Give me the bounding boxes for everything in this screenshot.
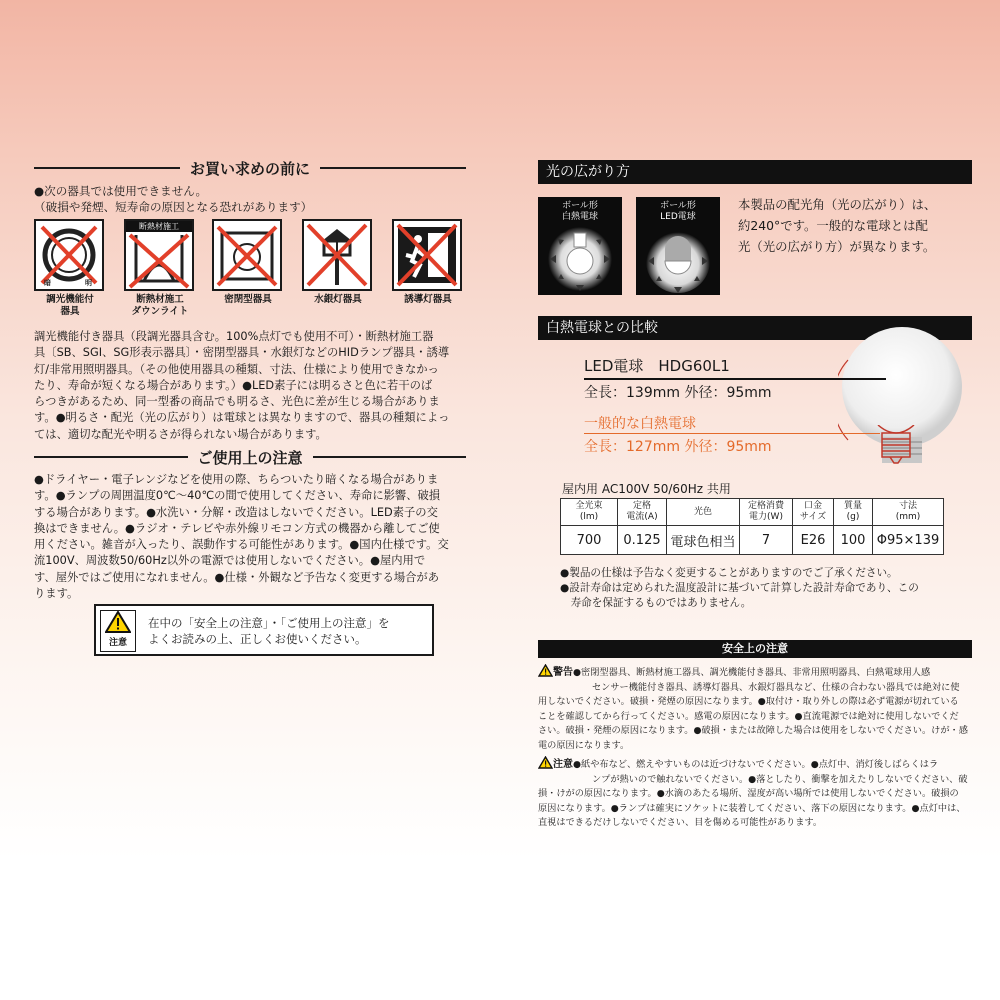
safety-line: ンプが熱いので触れないでください。●落としたり、衝撃を加えたりしないでください、破 bbox=[592, 773, 968, 785]
fixture-exit bbox=[392, 219, 464, 306]
spec-notes bbox=[560, 566, 919, 611]
before-buying-body-line: らつきがあるため、同一型番の商品でも明るさ、光色に差が生じる場合がありま bbox=[34, 395, 440, 409]
usage-body-line: する場合があります。●水洗い・分解・改造はしないでください。LED素子の交 bbox=[34, 505, 438, 519]
usage-title: ご使用上の注意 bbox=[197, 448, 303, 467]
spread-description bbox=[738, 194, 936, 257]
safety-line: 原因になります。●ランプは確実にソケットに装着してください、落下の原因になります。●点灯中は、 bbox=[538, 802, 966, 814]
safety-line: ことを確認してから行ってください。感電の原因になります。●直流電源では絶対に使用しないでくだ bbox=[538, 710, 959, 722]
spec-header-cell: 定格 電流(A) bbox=[618, 499, 667, 526]
notes-line: 寿命を保証するものではありません。 bbox=[560, 597, 752, 609]
incompatible-fixtures bbox=[34, 219, 466, 331]
fixture-mercury bbox=[302, 219, 374, 306]
usage-body-line: す。●ランプの周囲温度0℃～40℃の間で使用してください、寿命に影響、破損 bbox=[34, 489, 441, 503]
usage-body-line: 用ください。雑音が入ったり、誤動作する可能性があります。●国内仕様です。交 bbox=[34, 538, 449, 552]
incandescent-dims: 全長：127mm 外径：95mm bbox=[584, 439, 772, 455]
usage-body-line: ●ドライヤー・電子レンジなどを使用の際、ちらついたり暗くなる場合がありま bbox=[34, 473, 439, 486]
before-buying-body-line: ては、適切な配光や明るさが得られない場合があります。 bbox=[34, 427, 327, 441]
before-buying-body-line: 調光機能付き器具（段調光器具含む。100%点灯でも使用不可）・断熱材施工器 bbox=[34, 330, 434, 343]
spec-value-cell: E26 bbox=[793, 526, 834, 555]
spec-header-cell: 口金 サイズ bbox=[793, 499, 834, 526]
fixture-insulated-label: 断熱材施工 ダウンライト bbox=[131, 294, 189, 317]
safety-line: さい。破損・発煙の原因になります。●破損・または故障した場合は使用をしないでください。けが・感 bbox=[538, 725, 968, 737]
compare-section-bar: 白熱電球との比較 bbox=[538, 316, 972, 340]
spec-value-cell: Φ95×139 bbox=[873, 526, 944, 555]
usage-body-line: 流100V、周波数50/60Hz以外の電源では使用しないでください。●屋内用で bbox=[34, 554, 426, 568]
spec-value-cell: 電球色相当 bbox=[667, 526, 740, 555]
spec-value-cell: 0.125 bbox=[618, 526, 667, 555]
before-buying-title: お買い求めの前に bbox=[190, 159, 311, 178]
safety-caution bbox=[538, 756, 972, 831]
led-bulb-icon bbox=[636, 223, 720, 295]
before-buying-intro: ●次の器具では使用できません。 （破損や発煙、短寿命の原因となる恐れがあります） bbox=[34, 184, 313, 215]
exit-sign-icon bbox=[392, 219, 462, 291]
caution-line-2: よくお読みの上、正しくお使いください。 bbox=[148, 632, 367, 646]
safety-warning bbox=[538, 664, 972, 754]
safety-line: 電の原因になります。 bbox=[538, 739, 630, 751]
usage-body-line: ります。 bbox=[34, 587, 79, 601]
safety-line: センサー機能付き器具、誘導灯器具、水銀灯器具など、仕様の合わない器具では絶対に使 bbox=[592, 681, 960, 693]
notes-line: ●製品の仕様は予告なく変更することがありますのでご了承ください。 bbox=[560, 567, 898, 579]
fixture-exit-label: 誘導灯器具 bbox=[404, 294, 452, 305]
spec-value-cell: 7 bbox=[740, 526, 793, 555]
safety-line: ●紙や布など、燃えやすいものは近づけないでください。●点灯中、消灯後しばらくはラ bbox=[573, 759, 939, 770]
before-buying-body-line: 具〔SB、SGI、SG形表示器具〕・密閉型器具・水銀灯などのHIDランプ器具・誘導 bbox=[34, 346, 450, 360]
safety-line: 用しないでください。破損・発煙の原因になります。●取付け・取り外しの際は必ず電源が切れている bbox=[538, 696, 959, 708]
usage-body-line: 換はできません。●ラジオ・テレビや赤外線リモコン方式の機器から離してご使 bbox=[34, 521, 440, 535]
insulated-downlight-icon: 断熱材施工 bbox=[124, 219, 194, 291]
usage-body bbox=[34, 472, 468, 602]
led-bulb-name: LED電球 HDG60L1 bbox=[584, 357, 730, 375]
fixture-sealed-label: 密閉型器具 bbox=[224, 294, 272, 305]
before-buying-body-line: す。●明るさ・配光（光の広がり）は電球とは異なりますので、器具の種類によっ bbox=[34, 411, 450, 425]
spec-caption: 屋内用 AC100V 50/60Hz 共用 bbox=[562, 482, 731, 496]
caution-line-1: 在中の「安全上の注意」・「ご使用上の注意」を bbox=[148, 616, 390, 630]
led-spread-panel: ボール形 LED電球 bbox=[636, 197, 720, 295]
notes-line: ●設計寿命は定められた温度設計に基づいて計算した設計寿命であり、この bbox=[560, 582, 919, 594]
fixture-dimmer bbox=[34, 219, 106, 318]
usage-body-line: す、屋外ではご使用になれません。●仕様・外観など予告なく変更する場合があ bbox=[34, 570, 440, 584]
mercury-lamp-icon bbox=[302, 219, 372, 291]
dimmer-fixture-icon: 暗 明 bbox=[34, 219, 104, 291]
spec-header-cell: 定格消費 電力(W) bbox=[740, 499, 793, 526]
before-buying-header bbox=[34, 158, 466, 178]
safety-line: 直視はできるだけしないでください、目を傷める可能性があります。 bbox=[538, 817, 823, 829]
before-buying-body-line: 灯/非常用照明器具。（その他使用器具の種類、寸法、仕様により使用できなかっ bbox=[34, 362, 439, 376]
spec-header-row bbox=[561, 499, 944, 526]
spread-section-bar: 光の広がり方 bbox=[538, 160, 972, 184]
safety-label: 注意 bbox=[538, 759, 573, 770]
spec-header-cell: 質量 (g) bbox=[834, 499, 873, 526]
spec-value-row bbox=[561, 526, 944, 555]
led-bulb-dims: 全長：139mm 外径：95mm bbox=[584, 385, 772, 401]
before-buying-body-line: たり、寿命が短くなる場合があります。）●LED素子には明るさと色に若干のば bbox=[34, 378, 433, 392]
spec-value-cell: 100 bbox=[834, 526, 873, 555]
safety-label: 警告 bbox=[538, 667, 573, 678]
incandescent-name: 一般的な白熱電球 bbox=[584, 416, 696, 432]
fixture-dimmer-label: 調光機能付 器具 bbox=[46, 294, 94, 317]
caution-icon: 注意 bbox=[100, 610, 136, 652]
incandescent-spread-panel: ボール形 白熱電球 bbox=[538, 197, 622, 295]
spread-text-line: 光（光の広がり方）が異なります。 bbox=[738, 239, 936, 254]
read-caution-box bbox=[94, 604, 434, 656]
safety-title: 安全上の注意 bbox=[538, 640, 972, 658]
incandescent-bulb-icon bbox=[538, 223, 622, 295]
sealed-fixture-icon bbox=[212, 219, 282, 291]
spec-header-cell: 光色 bbox=[667, 499, 740, 526]
fixture-sealed bbox=[212, 219, 284, 306]
spread-text-line: 約240°です。一般的な電球とは配 bbox=[738, 218, 928, 233]
safety-line: 損・けがの原因になります。●水滴のあたる場所、湿度が高い場所では使用しないでください。破損の bbox=[538, 788, 959, 800]
spec-table bbox=[560, 498, 944, 555]
fixture-mercury-label: 水銀灯器具 bbox=[314, 294, 362, 305]
spec-header-cell: 全光束 (lm) bbox=[561, 499, 618, 526]
spec-header-cell: 寸法 (mm) bbox=[873, 499, 944, 526]
spread-text-line: 本製品の配光角（光の広がり）は、 bbox=[738, 197, 937, 212]
fixture-insulated bbox=[124, 219, 196, 318]
before-buying-body bbox=[34, 329, 468, 443]
safety-line: ●密閉型器具、断熱材施工器具、調光機能付き器具、非常用照明器具、白熱電球用人感 bbox=[573, 667, 931, 678]
usage-header bbox=[34, 447, 466, 467]
spec-value-cell: 700 bbox=[561, 526, 618, 555]
